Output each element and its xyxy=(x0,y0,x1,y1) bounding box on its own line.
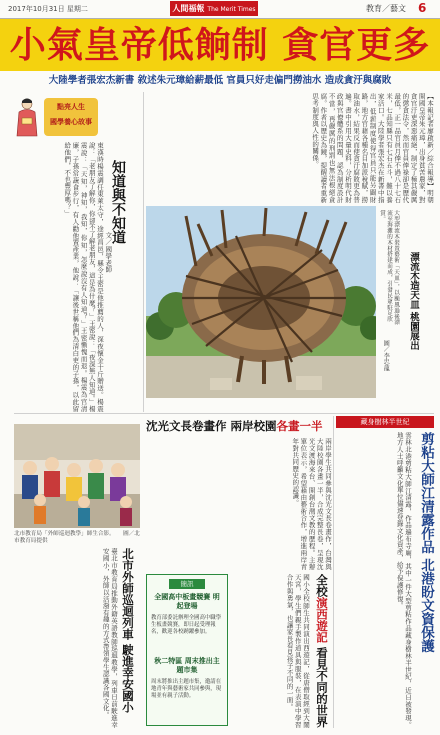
section-two-headline-highlight: 各畫一半 xyxy=(276,419,323,433)
school-event-body xyxy=(14,548,118,728)
main-story-body xyxy=(148,93,434,203)
issue-date: 2017年10月31日 星期二 xyxy=(8,5,88,13)
column-left-author xyxy=(104,232,144,412)
xiyouji-headline xyxy=(314,574,330,728)
xiyouji-headline-part2: 演西遊記 xyxy=(315,597,329,643)
children-group-image xyxy=(14,424,140,528)
main-story-text: 【本報記者廖啟新／綜合報導】明朝開國皇帝朱元璋，出身貧苦農家，對貪官汙吏深惡痛絕，制定了極其嚴厲的懲貪法令，然而官員俸祿卻是歷代最低，正一品官員月俸不過八十七石米，七品知縣只有七石五斗，難以養家活口。大陸學者張宏杰在新書中指出，低薪制度使得官員只能另闢財路，地方官藉各種名目加派稅賦，撈取油水，結果反而使貪汙腐敗更為普遍。書中引用大量史料，分析明代財政與官僚體系的問題，認為制度設計不當，再嚴厲的刑罰也無法根絕貪腐。作者以歷史為鏡，提醒讀者重新思考制度與人性的關係。 xyxy=(311,93,434,203)
column-kicker xyxy=(14,94,100,140)
kicker-label-line2: 國學養心故事 xyxy=(50,118,92,126)
section-two-body xyxy=(146,438,332,570)
school-event-photo-caption: 北市教育局「外師巡迴教學」師生合影。 圖／北市教育局提供 xyxy=(14,531,140,544)
masthead-logo-en: The Merit Times xyxy=(207,6,256,13)
column-left-text: 東漢時楊震調任東萊太守，途經昌邑，縣令王密是他推薦的人，深夜懷金十斤贈送。楊震說：「老朋友了解你，你卻不了解老朋友，這是為什麼？」王密說：「夜深無人知道。」楊震說：「天知，神知，我知，你知，怎麼說沒有人知道？」王密慚愧而退。楊震為官清廉，子孫常蔬食步行，有人勸他置產業，他說：「讓後世稱他們為清白吏的子孫，以此留給他們，不也豐厚嗎？」 xyxy=(63,142,104,412)
school-event-text: 臺北市教育局推動外籍英語教師巡迴教學，列車日前駛進幸安國小，外師以活潑有趣的方式帶領學生認識各國文化。 xyxy=(101,548,118,728)
xiyouji-body xyxy=(230,574,310,728)
kicker-label xyxy=(44,98,98,136)
main-subheadline: 大陸學者張宏杰新書 敘述朱元璋給薪最低 官員只好走偏門撈油水 造成貪汙與腐敗 xyxy=(48,75,392,86)
column-left-author-text: 文／國學老師 xyxy=(104,232,113,273)
photo-nest-caption: 漂流木造天皿 桃園展出 xyxy=(408,252,419,351)
news-brief-title-1: 全國高中板畫競賽 明起登場 xyxy=(154,593,220,610)
xiyouji-text: 國小全校師生共同演出西遊記，從唐僧取經到大鬧天宮，學生們親手製作道具與服裝，在表演中學習合作與勇氣，也讓家長看見孩子不同的一面。 xyxy=(285,574,310,728)
column-left-body xyxy=(14,142,104,412)
xiyouji-headline-part3: 看見不同的世界 xyxy=(315,643,329,728)
xiyouji-headline-part1: 全校 xyxy=(315,574,329,597)
page-number: 6 xyxy=(418,1,427,15)
column-right-text: 雲林北港剪粘大師江清露，作品遍布寺廟，其中一件大型剪粘作品藏身樹林半世紀，近日被發現。地方人士呼籲文化單位儘速登錄文化資產，給予保護修復。 xyxy=(395,432,412,728)
section-name: 教育／藝文 xyxy=(366,4,406,13)
masthead-logo-cn: 人間福報 xyxy=(172,4,205,13)
school-event-headline: 北市外師巡迴列車 駛進幸安國小 xyxy=(121,548,135,714)
column-left-title: 知道與不知道 xyxy=(110,160,126,244)
news-brief-body-2: 周末將推出主題市集，邀請在地青年與藝術家共同參與，現場並有親子活動。 xyxy=(151,679,222,699)
main-headline: 小氣皇帝低餉制 貪官更多 xyxy=(9,24,431,66)
news-brief-tag: 簡訊 xyxy=(169,579,205,589)
masthead-logo xyxy=(170,1,258,16)
driftwood-nest-image xyxy=(146,206,376,398)
photo-nest-caption-small: 大型漂流木裝置藝術「天皿」，以颱風過後漂流至海灘的木材搭建而成，引發民眾駐足欣賞。 xyxy=(379,210,399,326)
headline-banner xyxy=(0,19,440,71)
section-two-headline-prefix: 沈光文長卷畫作 兩岸校園 xyxy=(146,419,277,433)
news-brief-title-2: 秋二特區 周末推出主題市集 xyxy=(154,657,220,674)
column-rule-left xyxy=(143,92,144,412)
column-right-headline: 剪粘大師江清露作品 北港盼文資保護 xyxy=(418,432,434,653)
photo-nest-caption-small-wrap xyxy=(378,210,402,330)
column-right-band: 藏身樹林半世紀 xyxy=(336,416,434,428)
scholar-illustration-icon xyxy=(14,96,40,138)
page-header xyxy=(0,0,440,19)
column-right-body xyxy=(336,432,412,728)
kicker-label-line1: 點亮人生 xyxy=(57,103,85,111)
section-divider xyxy=(14,413,434,414)
news-brief-box xyxy=(146,574,228,726)
column-rule-right xyxy=(333,416,334,728)
news-brief-body-1: 教育部委託辦理全國高中職學生板畫競賽，即日起受理報名，歡迎各校踴躍參加。 xyxy=(151,615,222,635)
section-two-headline xyxy=(146,418,332,434)
section-two-text: 兩岸學生共同參與沈光文長卷畫作，台灣與大陸校園各畫一半，合成完整長卷，呈現沈光文渡海來台、開創台灣文教的歷程。主辦單位表示，希望藉由藝術合作，增進兩岸青年對共同歷史的認識。 xyxy=(291,438,332,570)
driftwood-sculpture-photo xyxy=(146,206,376,398)
photo-nest-credit: 圖／李忠龍 xyxy=(382,340,390,372)
school-event-photo xyxy=(14,424,140,528)
